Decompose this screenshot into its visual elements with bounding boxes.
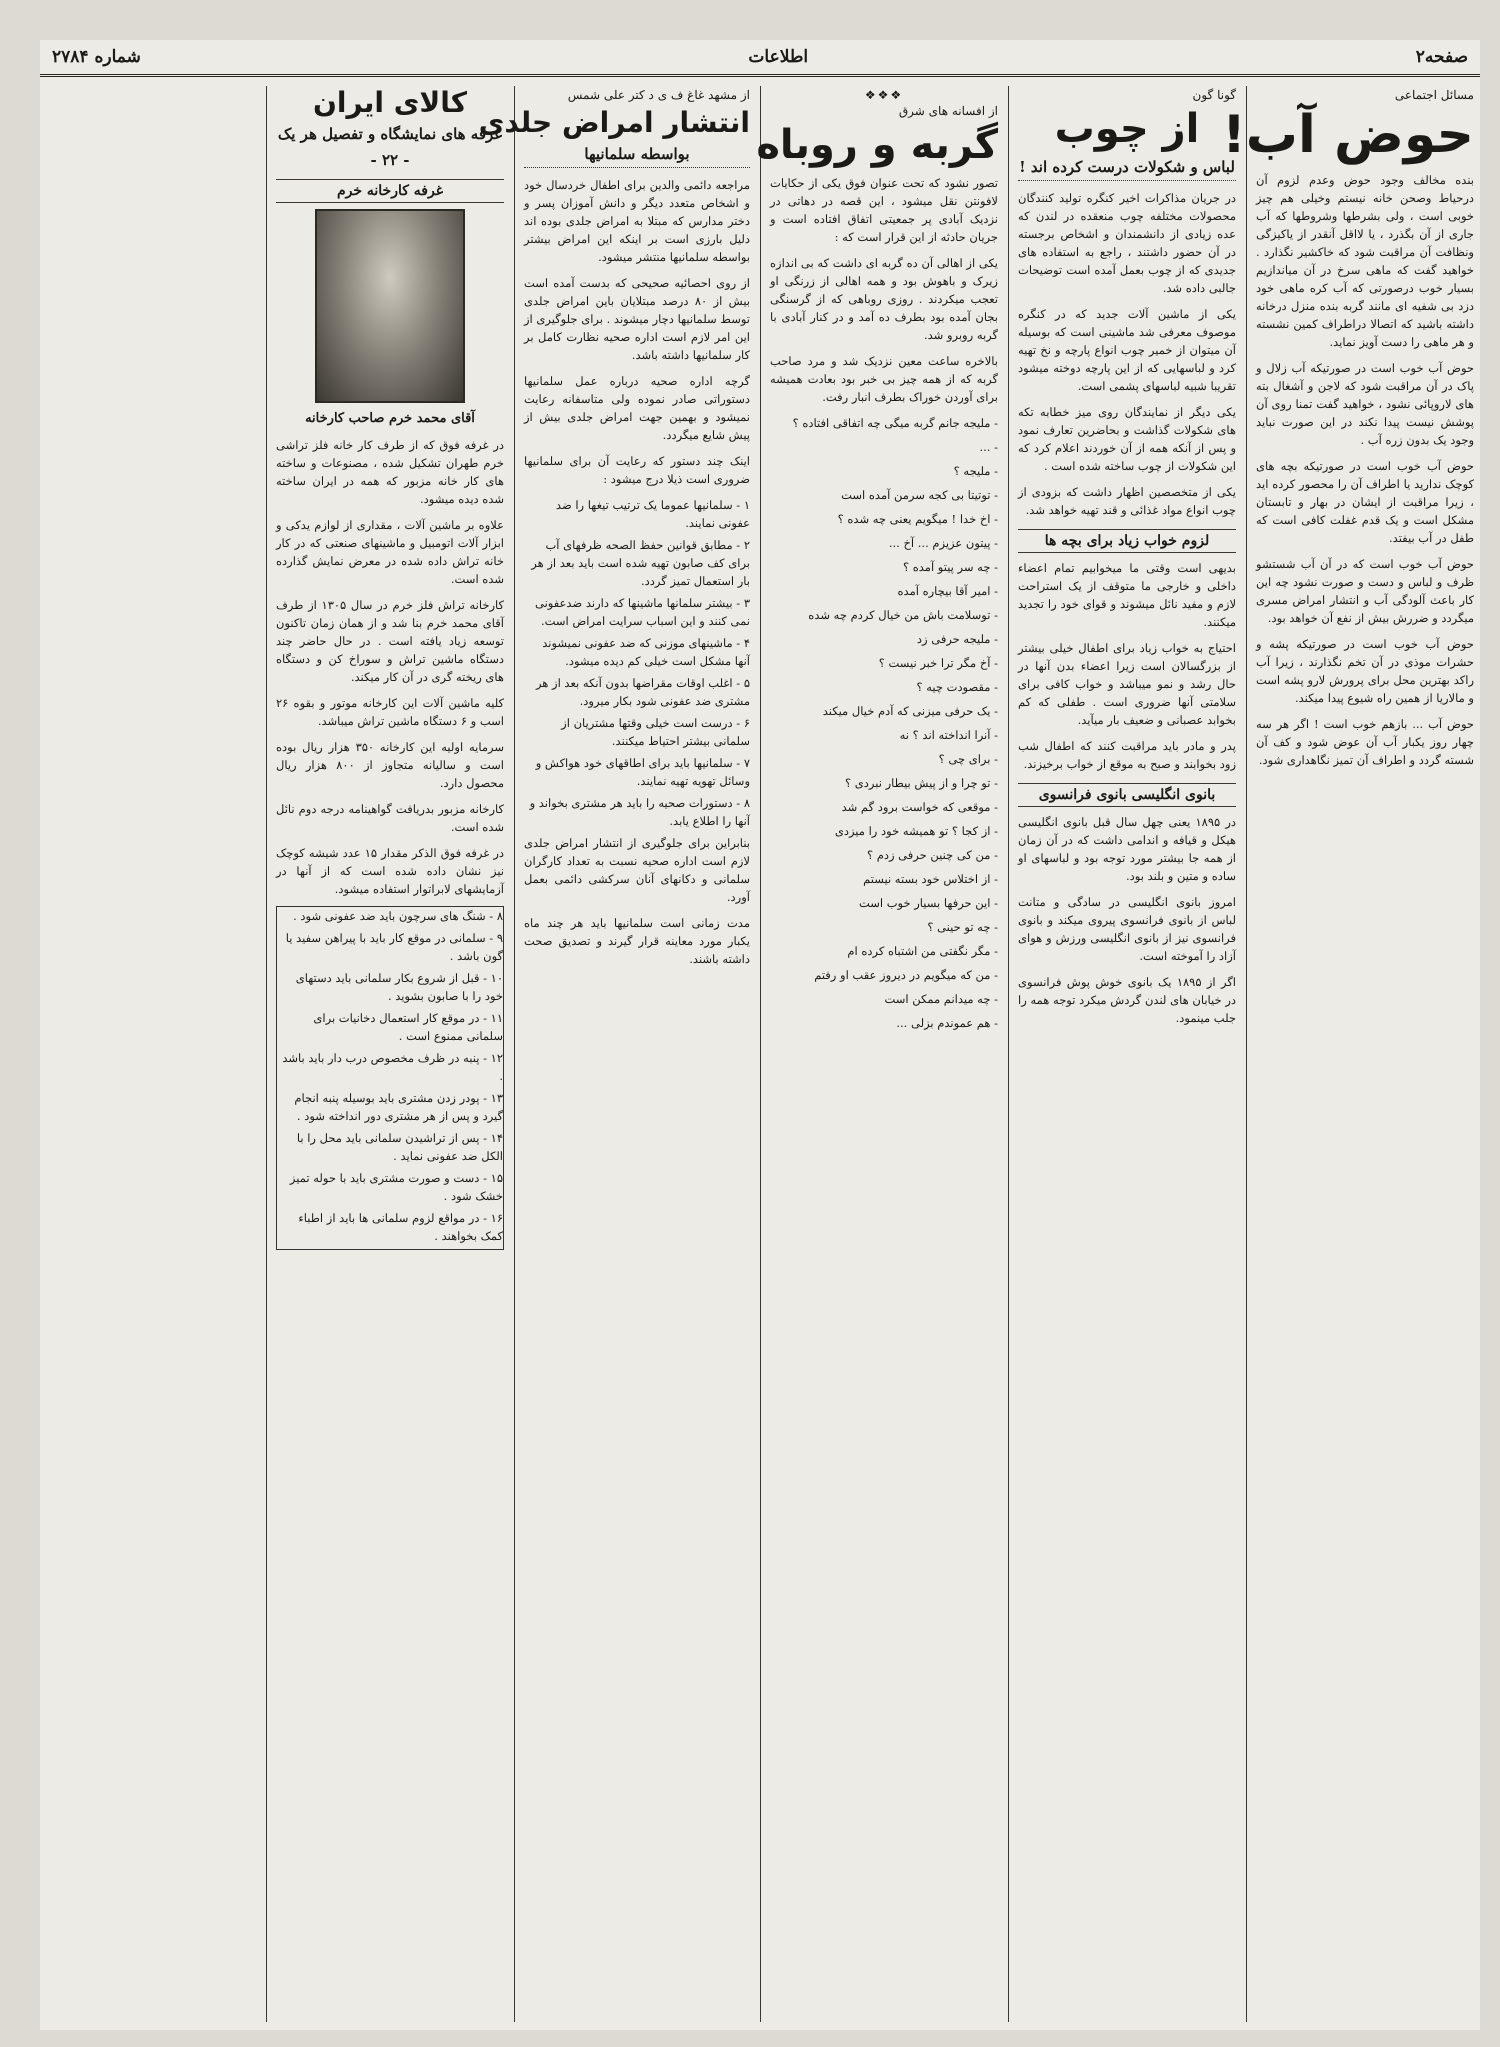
headline: انتشار امراض جلدی	[478, 106, 750, 139]
column-rule	[266, 86, 267, 2022]
paragraph: یکی دیگر از نمایندگان روی میز خطابه تکه های شکولات گذاشت و بحاضرین تعارف نمود و پس از آنکه همه از آن خوردند اعلام کرد که این شکولات از چوب ساخته شده است .	[1018, 405, 1236, 473]
article-body	[770, 174, 998, 406]
paragraph: کارخانه مزبور بدریافت گواهینامه درجه دوم نائل شده است.	[276, 802, 504, 835]
list-item: ۸ - شنگ های سرچون باید ضد عفونی شود .	[293, 909, 503, 924]
article-body	[524, 176, 750, 488]
paragraph: احتیاج به خواب زیاد برای اطفال خیلی بیشتر از بزرگسالان است زیرا اعضاء بدن آنها در حال رشد و نمو میباشد و خواب کافی برای سلامتی آنها ضروری است . طفلی که کم بخوابد عصبانی و ضعیف بار میآید.	[1018, 641, 1236, 727]
paragraph: اگر از ۱۸۹۵ یک بانوی خوش پوش فرانسوی در خیابان های لندن گردش میکرد توجه همه را جلب مینمود.	[1018, 975, 1236, 1025]
section-heading: لزوم خواب زیاد برای بچه ها	[1018, 529, 1236, 553]
newspaper-page	[40, 40, 1480, 2030]
dialog-line: - چه تو حینی ؟	[927, 920, 998, 934]
dialog-line: - از کجا ؟ تو همیشه خود را میزدی	[834, 824, 998, 838]
page-number: صفحه۲	[1415, 47, 1468, 67]
subheadline: بواسطه سلمانیها	[524, 145, 750, 168]
kicker: از مشهد غاغ ف ی د کتر علی شمس	[567, 88, 750, 102]
paragraph: گرچه اداره صحیه درباره عمل سلمانیها دستوراتی صادر نموده ولی متاسفانه رعایت نمیشود و بهمین جهت امراض جلدی بیش از پیش شایع میگردد.	[524, 374, 750, 443]
list-item: ۸ - دستورات صحیه را باید هر مشتری بخواند و آنها را اطلاع یابد.	[529, 796, 750, 829]
kicker: مسائل اجتماعی	[1394, 88, 1474, 102]
portrait-photo	[315, 209, 465, 403]
section-heading: غرفه کارخانه خرم	[276, 179, 504, 203]
paragraph: بالاخره ساعت معین نزدیک شد و مرد صاحب گربه که از همه چیز بی خبر بود بعادت همیشه برای آوردن خوراک بطرف انبار رفت.	[770, 354, 998, 404]
paragraph: حوض آب ... بازهم خوب است ! اگر هر سه چهار روز یکبار آب آن عوض شود و کف آن شسته گردد و اطراف آن تمیز نگاهداری شود.	[1256, 716, 1474, 767]
paragraph: یکی از اهالی آن ده گربه ای داشت که بی اندازه زیرک و باهوش بود و همه اهالی از زرنگی او تعجب میکردند . روزی روباهی که از گرسنگی بجان آمده بود بطرف ده آمد و در کنار آبادی با گربه روبرو شد.	[770, 256, 998, 342]
paragraph: در جریان مذاکرات اخیر کنگره تولید کنندگان محصولات مختلفه چوب منعقده در لندن که عده زیادی از دانشمندان و اشخاص برجسته در آن حضور داشتند ، راجع به استفاده های جدیدی که از چوب بعمل آمده است توضیحات جالبی داده شد.	[1018, 191, 1236, 295]
paragraph: در ۱۸۹۵ یعنی چهل سال قبل بانوی انگلیسی هیکل و قیافه و اندامی داشت که در آن زمان از همه جا بیشتر مورد توجه بود و لباسهای او ساده و متین و بلند بود.	[1018, 815, 1236, 883]
paragraph: مدت زمانی است سلمانیها باید هر چند ماه یکبار مورد معاینه قرار گیرند و تصدیق صحت داشته باشند.	[524, 916, 750, 967]
paragraph: امروز بانوی انگلیسی در سادگی و متانت لباس از بانوی فرانسوی پیروی میکند و بانوی فرانسوی نیز از بانوی انگلیسی ورزش و هوای آزاد را آموخته است.	[1018, 895, 1236, 963]
dialog-line: - امیر آقا بیچاره آمده	[897, 584, 998, 598]
subheadline: غرفه های نمایشگاه و تفصیل هر یک	[277, 125, 503, 144]
dialog-line: - هم عموندم بزلی ...	[896, 1016, 998, 1030]
paragraph: مراجعه دائمی والدین برای اطفال خردسال خود و اشخاص متعدد دیگر و دانش آموزان پسر و دختر مدارس که مبتلا به امراض جلدی بوده اند دلیل بارزی است بر اینکه این امراض بیشتر بواسطه سلمانیها منتشر میشود.	[524, 178, 750, 265]
dialog-line: - برای چی ؟	[938, 752, 998, 766]
paragraph: حوض آب خوب است در صورتیکه بچه های کوچک ندارید یا اطراف آن را محصور کرده اید ، زیرا مراقبت از ایشان در بهار و تابستان مشکل است و یک قدم غفلت کافی است که طفل در آب بیفتد.	[1256, 458, 1474, 545]
paragraph: در غرفه فوق الذکر مقدار ۱۵ عدد شیشه کوچک نیز نشان داده شده است که از آنها در آزمایشهای لابراتوار استفاده میشود.	[276, 846, 504, 897]
dialog-line: - آخ مگر ترا خبر نیست ؟	[878, 656, 998, 670]
list-item: ۱۱ - در موقع کار استعمال دخانیات برای سلمانی ممنوع است .	[313, 1011, 503, 1044]
paragraph: کلیه ماشین آلات این کارخانه موتور و بقوه ۲۶ اسب و ۶ دستگاه ماشین تراش میباشد.	[276, 696, 504, 729]
kicker: از افسانه های شرق	[898, 104, 998, 118]
list-item: ۱۳ - پودر زدن مشتری باید بوسیله پنبه انجام گیرد و پس از هر مشتری دور انداخته شود .	[294, 1091, 503, 1124]
dialog-line: - ملیجه حرفی زد	[916, 632, 998, 646]
dialog-line: - پیتون عزیزم ... آخ ...	[888, 536, 998, 550]
article-body	[1018, 559, 1236, 773]
column-rule	[1246, 86, 1247, 2022]
section-heading: بانوی انگلیسی بانوی فرانسوی	[1018, 783, 1236, 807]
headline: کالای ایران	[312, 86, 468, 119]
article-pool-water	[1222, 86, 1480, 2022]
dialog-line: - این حرفها بسیار خوب است	[858, 896, 998, 910]
subheadline: لباس و شکولات درست کرده اند !	[1018, 158, 1236, 181]
dialog-line: - من کی چنین حرفی زدم ؟	[866, 848, 998, 862]
dialog-block	[770, 414, 998, 1032]
dialog-line: - آنرا انداخته اند ؟ نه	[899, 728, 998, 742]
list-item: ۲ - مطابق قوانین حفظ الصحه ظرفهای آب برای کف صابون تهیه شده است باید بعد از هر بار استعمال تمیز گردد.	[531, 538, 750, 589]
list-item: ۱ - سلمانیها عموما یک ترتیب تیغها را ضد عفونی نمایند.	[555, 498, 750, 531]
dialog-line: - ملیجه جانم گربه میگی چه اتفاقی افتاده ؟	[792, 416, 998, 430]
list-item: ۱۶ - در مواقع لزوم سلمانی ها باید از اطباء کمک بخواهند .	[298, 1211, 503, 1244]
paragraph: حوض آب خوب است در صورتیکه آب زلال و پاک در آن مراقبت شود که لاجن و آشغال بته های لاروپائی نشود ، خواهید گفت تمنا روی آن پوشش نیست پیدا نکند در این صورت نباید وجود یک بدون زره آب .	[1256, 360, 1474, 447]
list-item: ۶ - درست است خیلی وقتها مشتریان از سلمانی بیشتر احتیاط میکنند.	[561, 716, 750, 749]
article-body	[1018, 189, 1236, 519]
dialog-line: - چه سر پیتو آمده ؟	[902, 560, 998, 574]
paragraph: یکی از ماشین آلات جدید که در کنگره موصوف معرفی شد ماشینی است که بوسیله آن میتوان از خمیر چوب انواع پارچه و نخ تهیه کرد و لباسهایی که از این پارچه دوخته میشود تقریبا شبیه لباسهای پشمی است.	[1018, 307, 1236, 393]
issue-number: شماره ۲۷۸۴	[52, 47, 141, 67]
dialog-line: - من که میگویم در دیروز عقب او رفتم	[814, 968, 998, 982]
list-item: ۵ - اغلب اوقات مقراضها بدون آنکه بعد از هر مشتری ضد عفونی شود بکار میرود.	[535, 676, 750, 709]
left-margin-column	[40, 86, 262, 2022]
series-number: - ۲۲ -	[370, 151, 410, 170]
list-item: ۴ - ماشینهای موزنی که ضد عفونی نمیشوند آنها مشکل است خیلی کم دیده میشود.	[542, 636, 750, 669]
list-item: ۷ - سلمانیها باید برای اطاقهای خود هواکش و وسائل تهویه تهیه نمایند.	[535, 756, 750, 789]
paper-title: اطلاعات	[748, 47, 809, 67]
paragraph: یکی از متخصصین اظهار داشت که بزودی از چوب انواع مواد غذائی و قند تهیه خواهد شد.	[1018, 485, 1236, 517]
article-iran-goods	[270, 86, 510, 2022]
kicker: گونا گون	[1192, 88, 1236, 102]
paragraph: پدر و مادر باید مراقبت کنند که اطفال شب زود بخوابند و صبح به موقع از خواب برخیزند.	[1018, 739, 1236, 771]
rules-list	[276, 906, 504, 1250]
headline: گربه و روباه	[756, 122, 998, 168]
photo-caption: آقای محمد خرم صاحب کارخانه	[305, 411, 475, 427]
column-rule	[1008, 86, 1009, 2022]
paragraph: بدیهی است وقتی ما میخوابیم تمام اعضاء داخلی و خارجی ما متوقف از یک استراحت لازم و مفید نائل میشوند و قوای خود را تجدید میکنند.	[1018, 561, 1236, 629]
paragraph: بنده مخالف وجود حوض وعدم لزوم آن درحیاط وصحن خانه نیستم وخیلی هم چیز خوبی است ، ولی بشرطها وشروطها که آب جاری از آن بگذرد ، یا لااقل آنقدر از یاکیزگی ونظافت آن مراقبت شود که خاکشیر نگذارد . خواهید گفت که ماهی سرخ در آن میاندازیم بسیار خوب درصورتی که آب کره ماهی خود دزد بی شفیه ای مانند گربه بنده منزل درخانه داشته باشید که اتصالا دراطراف کمین نشسته و هر ماهی را دست آویز نماید.	[1256, 172, 1474, 349]
paragraph: از روی احصائیه صحیحی که بدست آمده است بیش از ۸۰ درصد مبتلایان باین امراض جلدی توسط سلمانیها دچار میشوند . برای جلوگیری از این امر لازم است اداره صحیه نظارت کامل بر کار سلمانیها داشته باشد.	[523, 276, 750, 363]
dialog-line: - توسلامت باش من خیال کردم چه شده	[808, 608, 998, 622]
list-item: ۱۴ - پس از تراشیدن سلمانی باید محل را با الکل ضد عفونی نماید .	[296, 1131, 503, 1164]
dialog-line: - ...	[979, 440, 998, 454]
paragraph: حوض آب خوب است که در آن آب شستشو ظرف و لباس و دست و صورت نشود چه این کار باعث آلودگی آب و انتشار امراض مسری میگردد و ضررش بیش از نفع آن خواهد بود.	[1256, 556, 1474, 625]
dialog-line: - مقصودت چیه ؟	[916, 680, 998, 694]
dialog-line: - اخ خدا ! میگویم یعنی چه شده ؟	[837, 512, 998, 526]
paragraph: کارخانه تراش فلز خرم در سال ۱۳۰۵ از طرف آقای محمد خرم بنا شد و از همان زمان تاکنون توسعه زیاد یافته است . در حال حاضر چند دستگاه ماشین تراش و سوراخ کن و دستگاه های ریخته گری در آن کار میکند.	[276, 598, 504, 685]
column-rule	[514, 86, 515, 2022]
paragraph: سرمایه اولیه این کارخانه ۳۵۰ هزار ریال بوده است و سالیانه متجاوز از ۸۰۰ هزار ریال محصول دارد.	[276, 740, 504, 791]
paragraph: بنابراین برای جلوگیری از انتشار امراض جلدی لازم است اداره صحیه نسبت به تعداد کارگران سلمانی و دکانهای آنان سرکشی دائمی بعمل آورد.	[524, 836, 750, 905]
list-item: ۹ - سلمانی در موقع کار باید با پیراهن سفید یا گون باشد .	[285, 931, 503, 964]
article-skin-diseases	[478, 86, 756, 2022]
headline: از چوب	[1054, 106, 1200, 152]
paragraph: در غرفه فوق که از طرف کار خانه فلز تراشی خرم طهران تشکیل شده ، مصنوعات و ساخته های کار خانه مزبور که همه در ایران ساخته شده دیده میشود.	[276, 438, 504, 507]
dialog-line: - مگر نگفتی من اشتباه کرده ام	[847, 944, 998, 958]
rules-list	[524, 496, 750, 830]
dialog-line: - ملیجه ؟	[953, 464, 998, 478]
dialog-line: - یک حرفی میزنی که آدم خیال میکند	[822, 704, 998, 718]
article-body	[1018, 813, 1236, 1027]
paragraph: حوض آب خوب است در صورتیکه پشه و حشرات موذی در آن تخم نگذارند ، زیرا آب راکد بهترین محل برای پرورش لارو پشه است و مالاریا از همین راه شیوع پیدا میکند.	[1256, 636, 1474, 705]
list-item: ۱۰ - قبل از شروع بکار سلمانی باید دستهای خود را با صابون بشوید .	[295, 971, 503, 1004]
masthead	[40, 40, 1480, 77]
article-body	[276, 436, 504, 898]
list-item: ۳ - بیشتر سلمانها ماشینها که دارند ضدعفونی نمی کنند و این اسباب سرایت امراض است.	[534, 596, 750, 629]
article-body	[1256, 171, 1474, 769]
dialog-line: - تو چرا و از پیش بیطار نبردی ؟	[845, 776, 998, 790]
ornament-icon: ❖❖❖	[864, 88, 904, 102]
article-cat-fox	[756, 86, 1004, 2022]
column-rule	[760, 86, 761, 2022]
dialog-line: - چه میدانم ممکن است	[884, 992, 998, 1006]
headline: حوض آب!	[1222, 105, 1474, 165]
list-item: ۱۵ - دست و صورت مشتری باید با حوله تمیز خشک شود .	[289, 1171, 503, 1204]
list-item: ۱۲ - پنبه در ظرف مخصوص درب دار باید باشد .	[282, 1051, 503, 1084]
paragraph: تصور نشود که تحت عنوان فوق یکی از حکایات لافونتن نقل میشود ، این قصه در دهاتی در نزدیک آبادی پر جمعیتی اتفاق افتاده است و جریان حادثه از این قرار است که :	[770, 176, 998, 244]
paragraph: اینک چند دستور که رعایت آن برای سلمانیها ضروری است ذیلا درج میشود :	[524, 454, 750, 487]
article-wood	[1012, 86, 1242, 2022]
dialog-line: - از اختلاس خود بسته نیستم	[863, 872, 998, 886]
paragraph: علاوه بر ماشین آلات ، مقداری از لوازم یدکی و ابزار آلات اتومبیل و ماشینهای صنعتی که در کار خانه تراش داده شده در معرض نمایش گذارده شده است.	[276, 518, 504, 587]
dialog-line: - توتیتا بی کجه سرمن آمده است	[841, 488, 998, 502]
article-body	[524, 834, 750, 968]
dialog-line: - موقعی که خواست برود گم شد	[841, 800, 998, 814]
